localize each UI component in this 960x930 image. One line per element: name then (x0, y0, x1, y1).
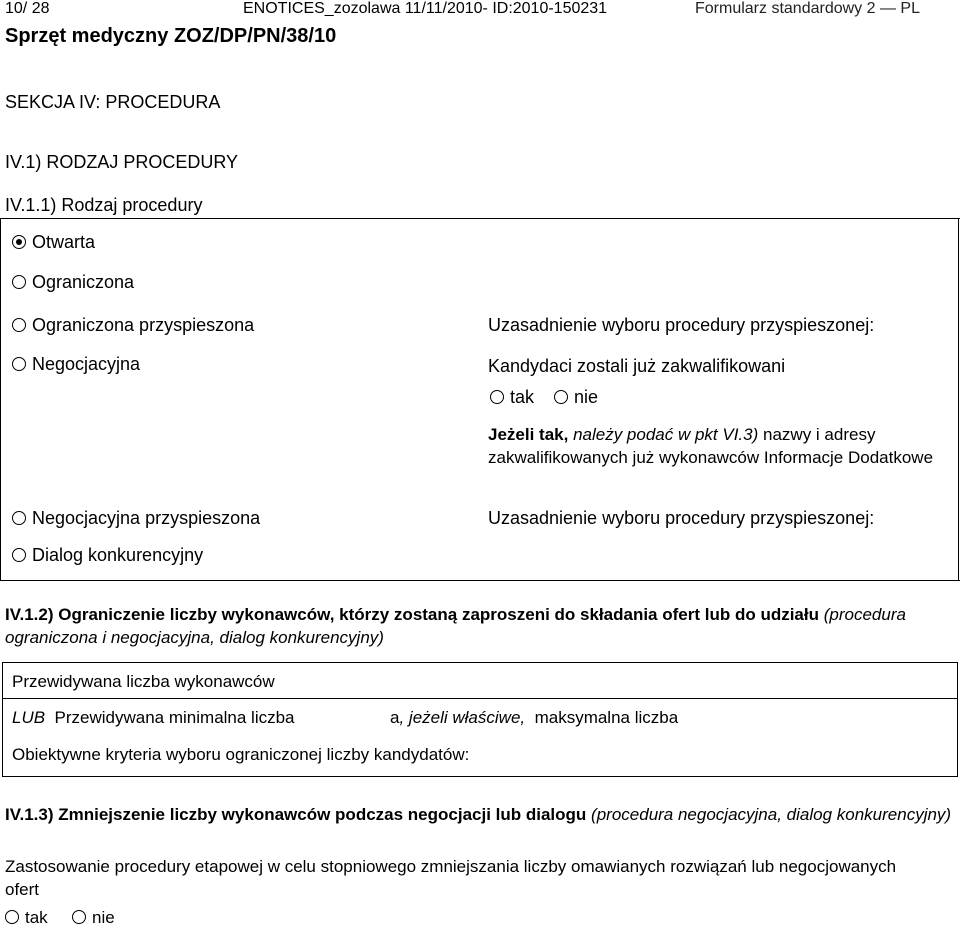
radio-icon[interactable] (5, 910, 19, 924)
subsection-title: IV.1) RODZAJ PROCEDURY (5, 152, 239, 172)
form-label: Formularz standardowy 2 — PL (695, 0, 920, 17)
criteria-label: Obiektywne kryteria wyboru ograniczonej liczby kandydatów: (12, 745, 470, 764)
radio-icon[interactable] (490, 390, 504, 404)
iv13-yes-option[interactable]: tak (5, 908, 48, 928)
radio-icon[interactable] (12, 548, 26, 562)
min-max-row: LUB Przewidywana minimalna liczba (12, 708, 295, 727)
radio-icon[interactable] (554, 390, 568, 404)
procedure-option-ograniczona[interactable]: Ograniczona (12, 272, 134, 293)
notice-source: ENOTICES_zozolawa 11/11/2010- ID:2010-150231 (243, 0, 608, 17)
if-yes-note: Jeżeli tak, należy podać w pkt VI.3) nazwy i adresy zakwalifikowanych już wykonawców Informacje Dodatkowe (488, 425, 934, 467)
iv13-heading: IV.1.3) Zmniejszenie liczby wykonawców podczas negocjacji lub dialogu (procedura negocjacyjna, dialog konkurencyjny) (5, 805, 952, 824)
expected-count-label: Przewidywana liczba wykonawców (12, 672, 275, 691)
qualified-yes-option[interactable]: tak (490, 387, 534, 408)
page-title: Sprzęt medyczny ZOZ/DP/PN/38/10 (5, 25, 337, 47)
radio-icon[interactable] (72, 910, 86, 924)
radio-icon[interactable] (12, 511, 26, 525)
radio-icon[interactable] (12, 318, 26, 332)
iv13-no-option[interactable]: nie (72, 908, 115, 928)
iv13-body: Zastosowanie procedury etapowej w celu stopniowego zmniejszania liczby omawianych rozwiązań lub negocjowanych ofert (5, 857, 897, 899)
section-title: SEKCJA IV: PROCEDURA (5, 92, 221, 112)
procedure-option-otwarta[interactable]: Otwarta (12, 232, 95, 253)
radio-icon[interactable] (12, 275, 26, 289)
radio-icon[interactable] (12, 357, 26, 371)
radio-selected-icon[interactable] (12, 235, 26, 249)
page-number: 10/ 28 (5, 0, 50, 17)
iv12-heading: IV.1.2) Ograniczenie liczby wykonawców, którzy zostaną zaproszeni do składania ofert lub do udziału (procedura ograniczona i negocjacyjna, dialog konkurencyjny) (5, 605, 906, 647)
max-row: a, jeżeli właściwe, maksymalna liczba (390, 708, 679, 727)
justification-label-2: Uzasadnienie wyboru procedury przyspieszonej: (488, 508, 875, 528)
justification-label: Uzasadnienie wyboru procedury przyspieszonej: (488, 315, 875, 335)
procedure-option-ograniczona-przyspieszona[interactable]: Ograniczona przyspieszona (12, 315, 254, 336)
qualified-label: Kandydaci zostali już zakwalifikowani (488, 356, 786, 376)
procedure-option-negocjacyjna[interactable]: Negocjacyjna (12, 354, 140, 375)
subsection-title-iv11: IV.1.1) Rodzaj procedury (5, 195, 203, 215)
procedure-option-dialog[interactable]: Dialog konkurencyjny (12, 545, 203, 566)
qualified-no-option[interactable]: nie (554, 387, 598, 408)
procedure-option-negocjacyjna-przyspieszona[interactable]: Negocjacyjna przyspieszona (12, 508, 260, 529)
